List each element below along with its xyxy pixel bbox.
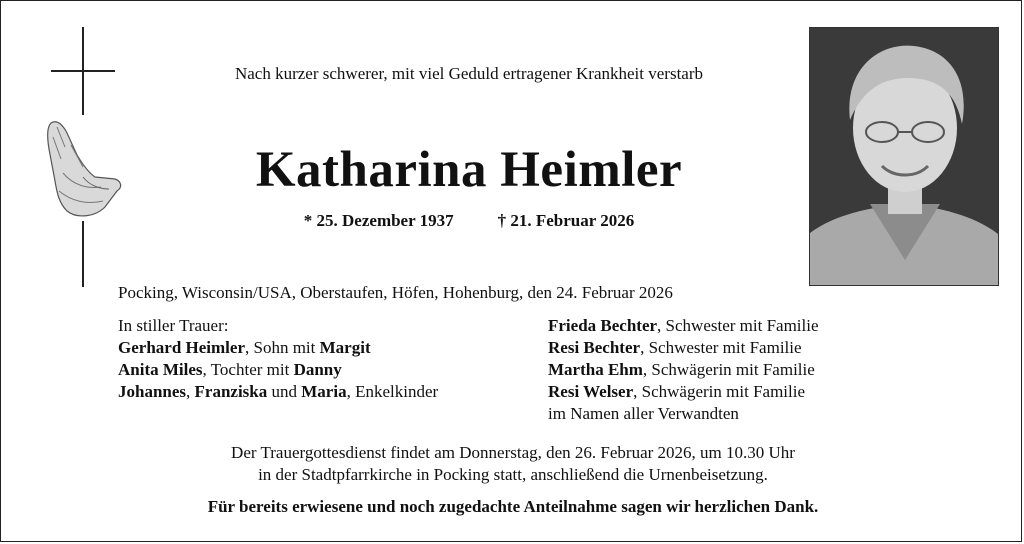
mourners-left [118,315,438,403]
mourner-relation: , Schwester mit Familie [657,316,819,335]
mourner-line [548,403,819,425]
mourner-line [118,381,438,403]
mourner-line [118,359,438,381]
mourner-name: Gerhard Heimler [118,338,245,357]
intro-text: Nach kurzer schwerer, mit viel Geduld ertragener Krankheit verstarb [234,64,704,83]
mourner-relation: , [186,382,195,401]
praying-hands-icon [43,115,125,221]
mourners-heading: In stiller Trauer: [118,316,229,335]
mourner-line [548,381,819,403]
mourner-name: Martha Ehm [548,360,643,379]
mourner-relation: , Sohn mit [245,338,320,357]
mourner-name: Danny [293,360,342,379]
death-date: † 21. Februar 2026 [497,211,635,230]
mourner-name: Resi Welser [548,382,634,401]
mourner-line [548,337,819,359]
mourner-name: Frieda Bechter [548,316,658,335]
service-info [81,442,945,486]
mourner-relation: , Enkelkinder [346,382,439,401]
cross-bar [51,70,115,72]
mourner-relation: , Schwester mit Familie [640,338,802,357]
mourner-name: Maria [301,382,347,401]
mourners-right [548,315,819,425]
mourner-name: Franziska [194,382,268,401]
places-and-date: Pocking, Wisconsin/USA, Oberstaufen, Höfen, Hohenburg, den 24. Februar 2026 [118,283,673,302]
portrait-photo [809,27,999,286]
life-dates [141,211,797,231]
mourner-relation: und [267,382,302,401]
service-line: Der Trauergottesdienst findet am Donnerstag, den 26. Februar 2026, um 10.30 Uhr [231,443,795,462]
mourner-relation: im Namen aller Verwandten [548,404,739,423]
mourner-name: Margit [319,338,371,357]
mourner-line [548,315,819,337]
thanks-text: Für bereits erwiesene und noch zugedachte Anteilnahme sagen wir herzlichen Dank. [207,497,819,516]
mourner-name: Resi Bechter [548,338,641,357]
mourner-relation: , Schwägerin mit Familie [633,382,806,401]
birth-date: * 25. Dezember 1937 [303,211,454,230]
mourner-line [548,359,819,381]
service-line: in der Stadtpfarrkirche in Pocking statt, anschließend die Urnenbeisetzung. [258,465,768,484]
mourner-name: Johannes [118,382,187,401]
deceased-name: Katharina Heimler [255,142,683,198]
mourner-relation: , Schwägerin mit Familie [642,360,815,379]
mourner-relation: , Tochter mit [202,360,294,379]
mourner-name: Anita Miles [118,360,203,379]
mourner-line [118,337,438,359]
